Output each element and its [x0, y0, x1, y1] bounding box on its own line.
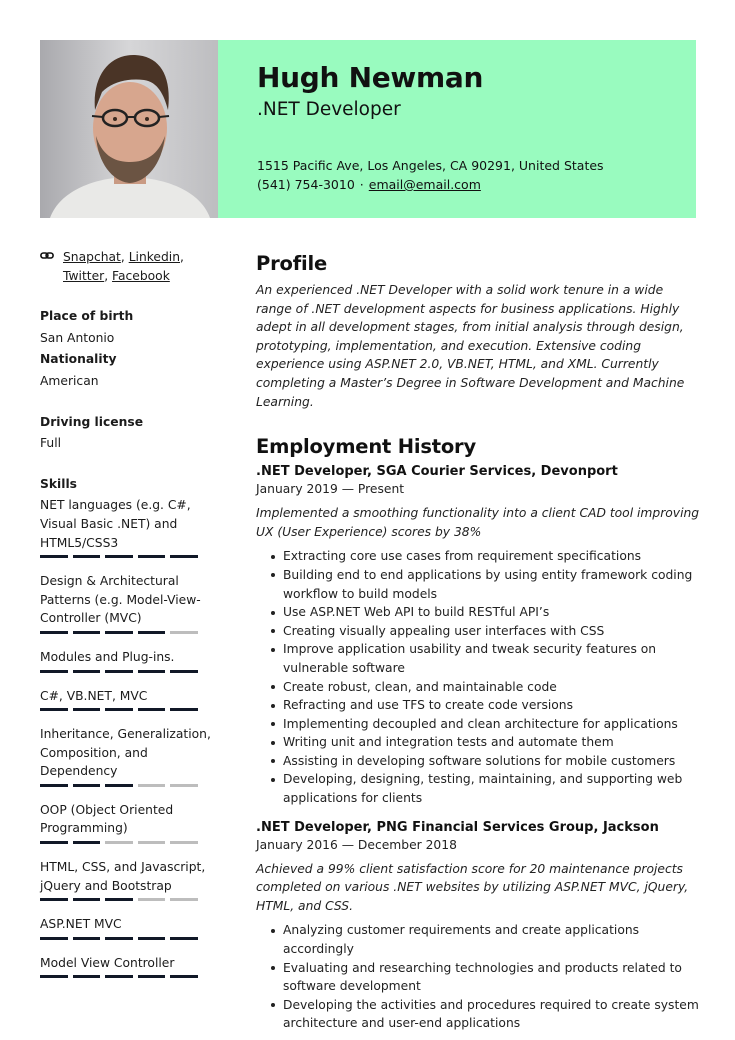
skill-item	[40, 572, 218, 634]
skill-level-bar	[40, 708, 218, 711]
skill-name: Design & Architectural Patterns (e.g. Model-View-Controller (MVC)	[40, 574, 201, 626]
skill-level-segment	[170, 708, 198, 711]
skills-list	[40, 496, 218, 978]
skill-level-segment	[138, 670, 166, 673]
skill-level-bar	[40, 555, 218, 558]
driving-license: Full	[40, 436, 62, 451]
link-snapchat[interactable]: Snapchat	[63, 250, 121, 264]
skill-level-bar	[40, 670, 218, 673]
job-entry	[256, 464, 701, 808]
job-entry	[256, 820, 701, 1033]
skill-level-segment	[170, 555, 198, 558]
skill-level-segment	[73, 631, 101, 634]
link-facebook[interactable]: Facebook	[112, 268, 170, 283]
skill-level-segment	[170, 631, 198, 634]
list-item: Extracting core use cases from requirement specifications	[256, 547, 701, 566]
skill-name: NET languages (e.g. C#, Visual Basic .NET) and HTML5/CSS3	[40, 498, 191, 550]
skill-name: C#, VB.NET, MVC	[40, 688, 148, 703]
skill-level-bar	[40, 975, 218, 978]
skill-level-segment	[73, 670, 101, 673]
profile-photo	[40, 40, 218, 218]
skill-level-segment	[170, 784, 198, 787]
skill-item	[40, 858, 218, 901]
skill-level-segment	[40, 708, 68, 711]
link-twitter[interactable]: Twitter	[63, 268, 105, 283]
separator: ·	[359, 177, 364, 192]
skill-name: ASP.NET MVC	[40, 917, 122, 932]
skill-level-segment	[40, 670, 68, 673]
skill-level-segment	[170, 975, 198, 978]
skill-level-segment	[40, 937, 68, 940]
skill-item	[40, 648, 218, 673]
skill-level-segment	[105, 708, 133, 711]
person-name: Hugh Newman	[257, 61, 484, 94]
skill-level-segment	[73, 555, 101, 558]
list-item: Refracting and use TFS to create code versions	[256, 696, 701, 715]
skill-level-bar	[40, 631, 218, 634]
social-links	[40, 248, 218, 285]
skill-level-segment	[105, 898, 133, 901]
skill-level-segment	[170, 898, 198, 901]
skill-level-segment	[138, 898, 166, 901]
skill-level-segment	[138, 631, 166, 634]
skill-level-segment	[105, 975, 133, 978]
list-item: Building end to end applications by using entity framework coding workflow to build models	[256, 566, 701, 603]
link-separator: ,	[104, 268, 113, 283]
job-entry-summary: Achieved a 99% client satisfaction score for 20 maintenance projects completed on various .NET websites by utilizing ASP.NET MVC, jQuery, HTML, and CSS.	[256, 861, 689, 913]
profile-heading: Profile	[256, 252, 327, 275]
skill-level-segment	[138, 708, 166, 711]
list-item: Improve application usability and tweak security features on vulnerable software	[256, 640, 701, 677]
skill-level-segment	[40, 898, 68, 901]
link-separator: ,	[180, 250, 184, 264]
skill-name: Inheritance, Generalization, Composition, and Dependency	[40, 727, 211, 779]
list-item: Assisting in developing software solutions for mobile customers	[256, 752, 701, 771]
skill-level-segment	[105, 937, 133, 940]
skill-name: HTML, CSS, and Javascript, jQuery and Bootstrap	[40, 860, 206, 893]
list-item: Create robust, clean, and maintainable code	[256, 678, 701, 697]
skill-item	[40, 954, 218, 979]
skill-level-segment	[170, 937, 198, 940]
skill-level-bar	[40, 784, 218, 787]
skill-level-segment	[105, 555, 133, 558]
skill-level-segment	[138, 555, 166, 558]
skill-level-segment	[105, 631, 133, 634]
place-of-birth: San Antonio	[40, 330, 115, 345]
skill-level-segment	[73, 898, 101, 901]
profile-text: An experienced .NET Developer with a solid work tenure in a wide range of .NET development aspects for business applications. Highly adept in all development stages, from initial analysis through design, prototyping, implementation, and execution. Extensive coding experience using ASP.NET 2.0, VB.NET, HTML, and XML. Currently completing a Master’s Degree in Software Development and Machine Learning.	[256, 283, 685, 409]
skill-level-segment	[73, 937, 101, 940]
place-of-birth-label: Place of birth	[40, 309, 134, 324]
list-item: Developing the activities and procedures required to create system architecture and user-end applications	[256, 996, 701, 1033]
job-entry-title: .NET Developer, PNG Financial Services Group, Jackson	[256, 819, 659, 835]
job-entry-dates: January 2019 — Present	[256, 482, 405, 497]
skill-level-segment	[40, 555, 68, 558]
skill-level-segment	[138, 784, 166, 787]
skill-level-segment	[40, 841, 68, 844]
skill-level-segment	[73, 708, 101, 711]
list-item: Analyzing customer requirements and create applications accordingly	[256, 921, 701, 958]
skill-item	[40, 725, 218, 787]
skill-level-segment	[73, 975, 101, 978]
skill-level-segment	[138, 975, 166, 978]
skill-level-segment	[40, 784, 68, 787]
skill-item	[40, 915, 218, 940]
job-title: .NET Developer	[257, 99, 401, 120]
skill-item	[40, 687, 218, 712]
job-entry-summary: Implemented a smoothing functionality into a client CAD tool improving UX (User Experience) scores by 38%	[256, 506, 700, 539]
resume-header	[40, 40, 696, 218]
skill-name: Model View Controller	[40, 955, 175, 970]
skill-level-segment	[73, 784, 101, 787]
list-item: Developing, designing, testing, maintaining, and supporting web applications for clients	[256, 770, 701, 807]
list-item: Implementing decoupled and clean architecture for applications	[256, 715, 701, 734]
skill-item	[40, 496, 218, 558]
link-separator: ,	[120, 250, 129, 264]
skill-level-segment	[138, 841, 166, 844]
skill-level-segment	[105, 670, 133, 673]
employment-heading: Employment History	[256, 435, 476, 459]
skill-level-bar	[40, 841, 218, 844]
skill-level-bar	[40, 898, 218, 901]
list-item: Evaluating and researching technologies and products related to software development	[256, 959, 701, 996]
skill-level-segment	[73, 841, 101, 844]
link-icon	[40, 250, 54, 262]
main-content	[256, 252, 701, 1033]
phone: (541) 754-3010	[257, 177, 355, 192]
skill-level-segment	[138, 937, 166, 940]
skill-name: OOP (Object Oriented Programming)	[40, 802, 174, 836]
email-link[interactable]: email@email.com	[368, 177, 481, 192]
nationality-label: Nationality	[40, 352, 117, 367]
skill-level-segment	[170, 670, 198, 673]
skill-level-segment	[105, 841, 133, 844]
job-entry-title: .NET Developer, SGA Courier Services, Devonport	[256, 464, 618, 480]
job-entry-bullets	[256, 921, 701, 1033]
list-item: Writing unit and integration tests and automate them	[256, 733, 701, 752]
driving-license-label: Driving license	[40, 414, 144, 429]
list-item: Creating visually appealing user interfaces with CSS	[256, 622, 701, 641]
link-linkedin[interactable]: Linkedin	[128, 250, 181, 264]
contact-line	[257, 177, 481, 192]
skill-item	[40, 801, 218, 844]
address: 1515 Pacific Ave, Los Angeles, CA 90291, United States	[257, 158, 604, 173]
skill-level-bar	[40, 937, 218, 940]
skill-level-segment	[170, 841, 198, 844]
job-entry-bullets	[256, 547, 701, 807]
list-item: Use ASP.NET Web API to build RESTful API’s	[256, 603, 701, 622]
skill-level-segment	[105, 784, 133, 787]
nationality: American	[40, 373, 99, 388]
job-entry-dates: January 2016 — December 2018	[256, 837, 457, 852]
skills-label: Skills	[40, 476, 77, 491]
skill-name: Modules and Plug-ins.	[40, 649, 175, 664]
sidebar	[40, 248, 218, 992]
skill-level-segment	[40, 975, 68, 978]
skill-level-segment	[40, 631, 68, 634]
header-banner	[218, 40, 696, 218]
